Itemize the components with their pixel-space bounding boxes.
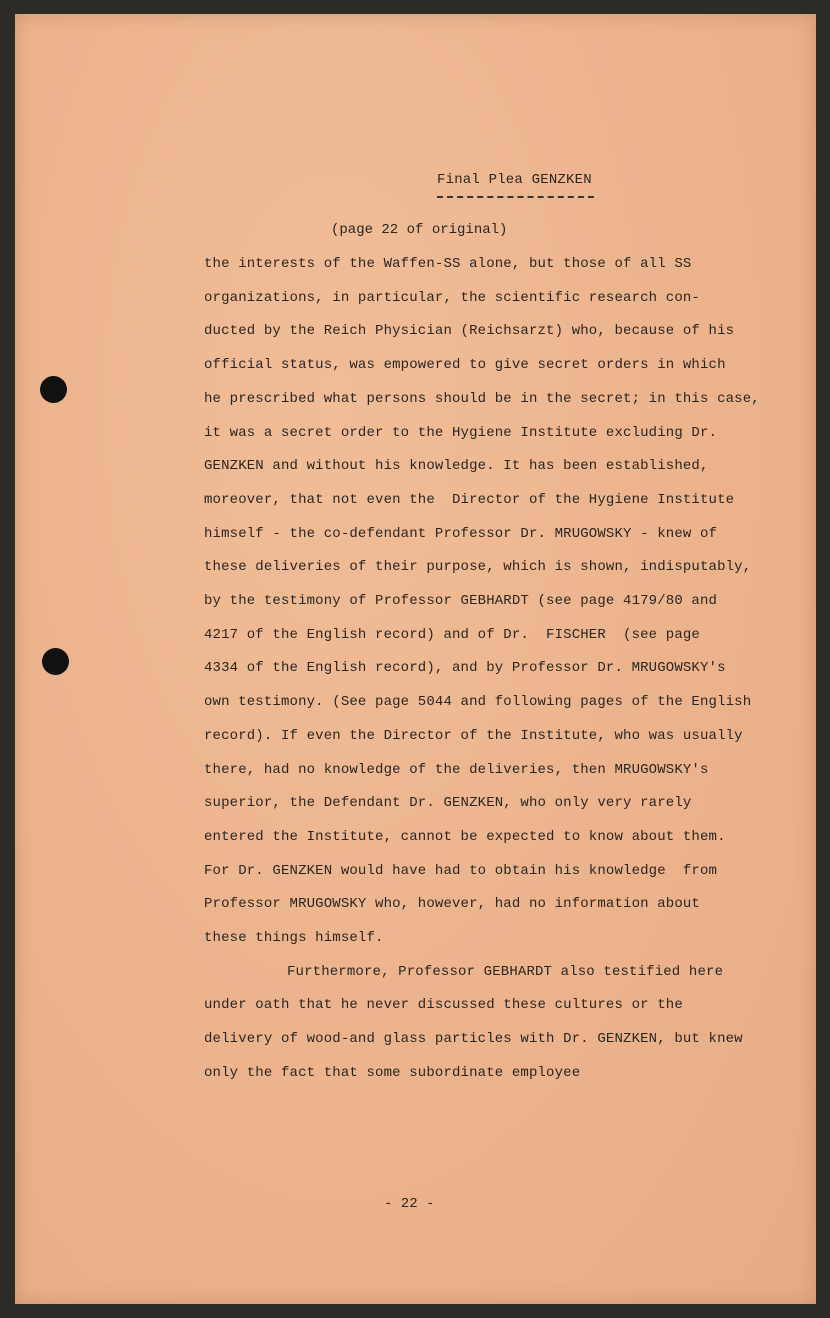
body-line: 4334 of the English record), and by Professor Dr. MRUGOWSKY's	[204, 660, 726, 676]
body-line: organizations, in particular, the scientific research con-	[204, 290, 700, 306]
body-line: Professor MRUGOWSKY who, however, had no information about	[204, 896, 700, 912]
body-line: the interests of the Waffen-SS alone, but those of all SS	[204, 256, 692, 272]
body-line: superior, the Defendant Dr. GENZKEN, who only very rarely	[204, 795, 692, 811]
body-line: by the testimony of Professor GEBHARDT (see page 4179/80 and	[204, 593, 718, 609]
original-page-note: (page 22 of original)	[331, 222, 508, 238]
body-line: ducted by the Reich Physician (Reichsarzt) who, because of his	[204, 323, 735, 339]
body-line: there, had no knowledge of the deliveries, then MRUGOWSKY's	[204, 762, 709, 778]
body-line: For Dr. GENZKEN would have had to obtain his knowledge from	[204, 863, 718, 879]
body-line-indented: Furthermore, Professor GEBHARDT also testified here	[287, 964, 724, 980]
body-line: it was a secret order to the Hygiene Institute excluding Dr.	[204, 425, 718, 441]
body-line: 4217 of the English record) and of Dr. FISCHER (see page	[204, 627, 700, 643]
body-line: himself - the co-defendant Professor Dr. MRUGOWSKY - knew of	[204, 526, 718, 542]
body-line: GENZKEN and without his knowledge. It has been established,	[204, 458, 709, 474]
punch-hole-bottom	[42, 648, 69, 675]
body-line: official status, was empowered to give secret orders in which	[204, 357, 726, 373]
document-page	[15, 14, 816, 1304]
page-number: - 22 -	[384, 1196, 435, 1212]
title-underline	[437, 196, 594, 198]
body-line: record). If even the Director of the Institute, who was usually	[204, 728, 743, 744]
body-line: under oath that he never discussed these cultures or the	[204, 997, 683, 1013]
body-line: these things himself.	[204, 930, 384, 946]
body-line: only the fact that some subordinate employee	[204, 1065, 581, 1081]
body-line: entered the Institute, cannot be expected to know about them.	[204, 829, 726, 845]
body-line: delivery of wood-and glass particles with Dr. GENZKEN, but knew	[204, 1031, 743, 1047]
body-line: he prescribed what persons should be in the secret; in this case,	[204, 391, 760, 407]
punch-hole-top	[40, 376, 67, 403]
body-line: these deliveries of their purpose, which is shown, indisputably,	[204, 559, 752, 575]
body-line: own testimony. (See page 5044 and following pages of the English	[204, 694, 752, 710]
body-line: moreover, that not even the Director of the Hygiene Institute	[204, 492, 735, 508]
document-title: Final Plea GENZKEN	[437, 172, 592, 188]
